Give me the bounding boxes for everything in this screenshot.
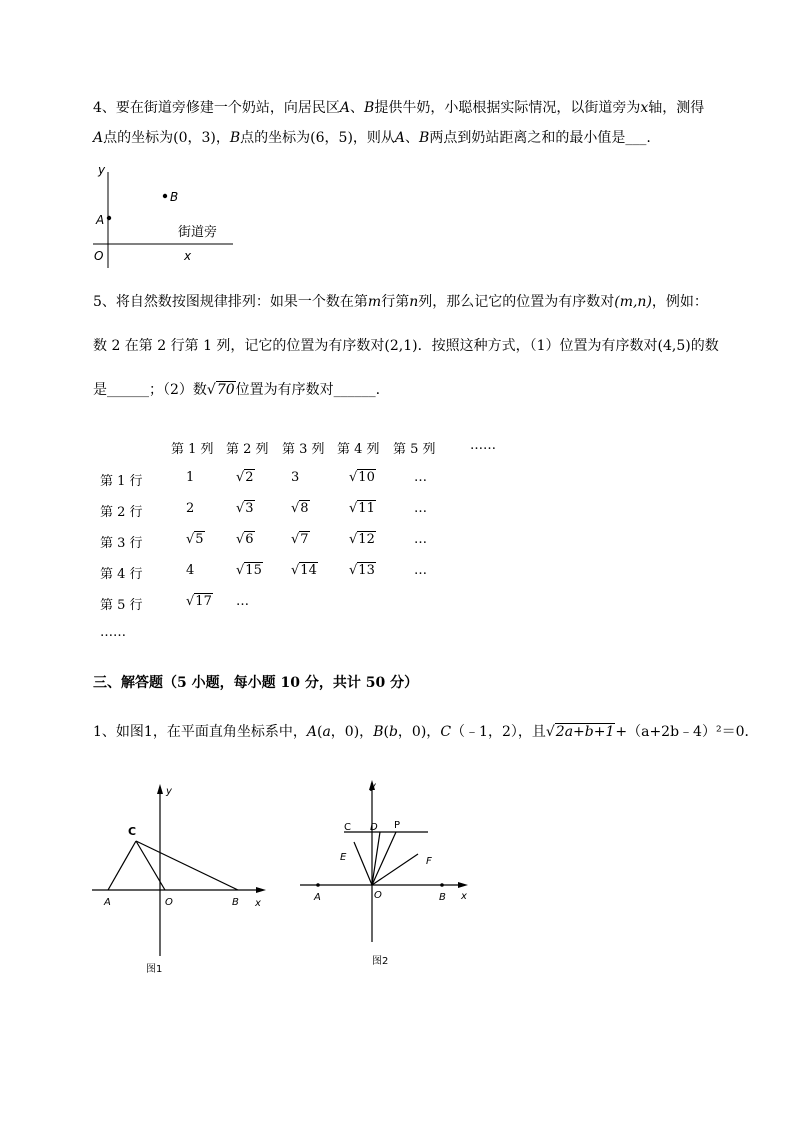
q5-line-2: 数 2 在第 2 行第 1 列，记它的位置为有序数对(2,1)．按照这种方式，（1）位置为有序数对(4,5)的数 xyxy=(93,338,719,354)
table-cell xyxy=(236,501,255,516)
fig2-c-label: C xyxy=(344,822,351,833)
col-header: …… xyxy=(470,438,496,453)
fig2-o-label: O xyxy=(374,890,382,901)
section-heading: 三、解答题（5 小题，每小题 10 分，共计 50 分） xyxy=(93,675,419,691)
table-cell: 4 xyxy=(186,563,195,578)
sqrt-value: √10 xyxy=(349,470,375,485)
sqrt-value: √17 xyxy=(186,594,212,609)
col-header: 第 5 列 xyxy=(393,442,436,457)
q5-line-3: 是______；（2）数√70位置为有序数对______. xyxy=(93,382,381,398)
q4-number: 4、 xyxy=(93,100,116,116)
table-cell xyxy=(236,532,255,547)
answer-blank[interactable]: ___ xyxy=(625,130,647,146)
q5-number: 5、 xyxy=(93,294,116,310)
segment-ac xyxy=(108,841,136,890)
table-cell: … xyxy=(414,501,427,516)
sqrt-value: √7 xyxy=(291,532,309,547)
sqrt-value: √3 xyxy=(236,501,254,516)
sqrt-value: √2 xyxy=(236,470,254,485)
table-cell xyxy=(236,563,263,578)
table-cell xyxy=(349,532,376,547)
col-header: 第 2 列 xyxy=(226,442,269,457)
fig1-x-arrow xyxy=(256,887,266,893)
row-header: 第 2 行 xyxy=(100,505,143,520)
point-a-label: A xyxy=(96,213,105,227)
fig1-x-label: x xyxy=(255,898,261,909)
row-header: …… xyxy=(100,625,126,640)
answer-blank-2[interactable]: ______ xyxy=(333,382,376,398)
segment-cb xyxy=(136,841,238,890)
table-cell xyxy=(349,501,376,516)
fig2-y-label: y xyxy=(370,781,376,792)
fig2-x-label: x xyxy=(461,891,467,902)
q4-line-2: A点的坐标为(0，3)，B点的坐标为(6，5)，则从A、B两点到奶站距离之和的最小值是___. xyxy=(93,130,651,146)
sqrt-value: √12 xyxy=(349,532,375,547)
origin-label: O xyxy=(94,249,104,263)
row-header: 第 5 行 xyxy=(100,598,143,613)
table-cell xyxy=(186,594,213,609)
table-cell xyxy=(236,470,255,485)
sqrt-70: √70 xyxy=(206,382,235,398)
fig1-b-label: B xyxy=(232,897,239,908)
y-label: y xyxy=(98,163,106,177)
col-header: 第 3 列 xyxy=(282,442,325,457)
table-cell xyxy=(186,532,205,547)
fig2-caption: 图2 xyxy=(372,956,389,967)
table-cell: … xyxy=(414,470,427,485)
row-header: 第 4 行 xyxy=(100,567,143,582)
fig1-caption: 图1 xyxy=(146,964,163,975)
row-header: 第 3 行 xyxy=(100,536,143,551)
answer-blank-1[interactable]: ______ xyxy=(107,382,149,398)
col-header: 第 1 列 xyxy=(171,442,214,457)
table-cell: 1 xyxy=(186,470,195,485)
table-cell xyxy=(291,501,310,516)
table-cell xyxy=(349,563,376,578)
row-header: 第 1 行 xyxy=(100,474,143,489)
figure-1 xyxy=(88,778,278,978)
x-label: x xyxy=(184,249,192,263)
fig2-point-b xyxy=(440,883,444,887)
table-cell: … xyxy=(236,594,249,609)
table-cell: … xyxy=(414,532,427,547)
point-b-label: B xyxy=(170,190,179,204)
sqrt-value: √13 xyxy=(349,563,375,578)
fig2-p-label: P xyxy=(394,820,401,831)
fig2-point-a xyxy=(316,883,320,887)
ray-oe xyxy=(354,842,372,885)
fig2-b-label: B xyxy=(439,892,446,903)
fig2-a-label: A xyxy=(314,892,321,903)
street-label: 街道旁 xyxy=(178,225,218,240)
figure-2 xyxy=(296,774,496,974)
fig2-f-label: F xyxy=(426,856,432,867)
sqrt-value: √11 xyxy=(349,501,375,516)
fig2-d-label: D xyxy=(370,822,378,833)
fig2-e-label: E xyxy=(340,852,347,863)
table-cell xyxy=(349,470,376,485)
q4-line-1: 4、要在街道旁修建一个奶站，向居民区A、B提供牛奶，小聪根据实际情况，以街道旁为x轴，测得 xyxy=(93,100,705,116)
table-cell: … xyxy=(414,563,427,578)
table-cell: 2 xyxy=(186,501,195,516)
col-header: 第 4 列 xyxy=(337,442,380,457)
sqrt-value: √15 xyxy=(236,563,262,578)
fig1-y-label: y xyxy=(166,786,172,797)
table-cell xyxy=(291,532,310,547)
table-cell xyxy=(291,563,318,578)
sqrt-expression: √2a+b+1 xyxy=(545,724,615,740)
sqrt-value: √14 xyxy=(291,563,317,578)
fig1-o-label: O xyxy=(165,897,173,908)
fig1-a-label: A xyxy=(104,897,111,908)
q5-line-1: 5、将自然数按图规律排列：如果一个数在第m行第n列，那么记它的位置为有序数对(m,n)，例如： xyxy=(93,294,708,310)
p1-line: 1、如图1，在平面直角坐标系中，A(a，0)，B(b，0)，C（﹣1，2），且√2a+b+1+（a+2b﹣4）²＝0． xyxy=(93,724,759,740)
sqrt-value: √8 xyxy=(291,501,309,516)
fig1-y-arrow xyxy=(157,784,163,794)
table-cell: 3 xyxy=(291,470,300,485)
sqrt-value: √5 xyxy=(186,532,204,547)
fig1-c-label: C xyxy=(128,825,137,838)
fig2-x-arrow xyxy=(458,882,468,888)
sqrt-value: √6 xyxy=(236,532,254,547)
